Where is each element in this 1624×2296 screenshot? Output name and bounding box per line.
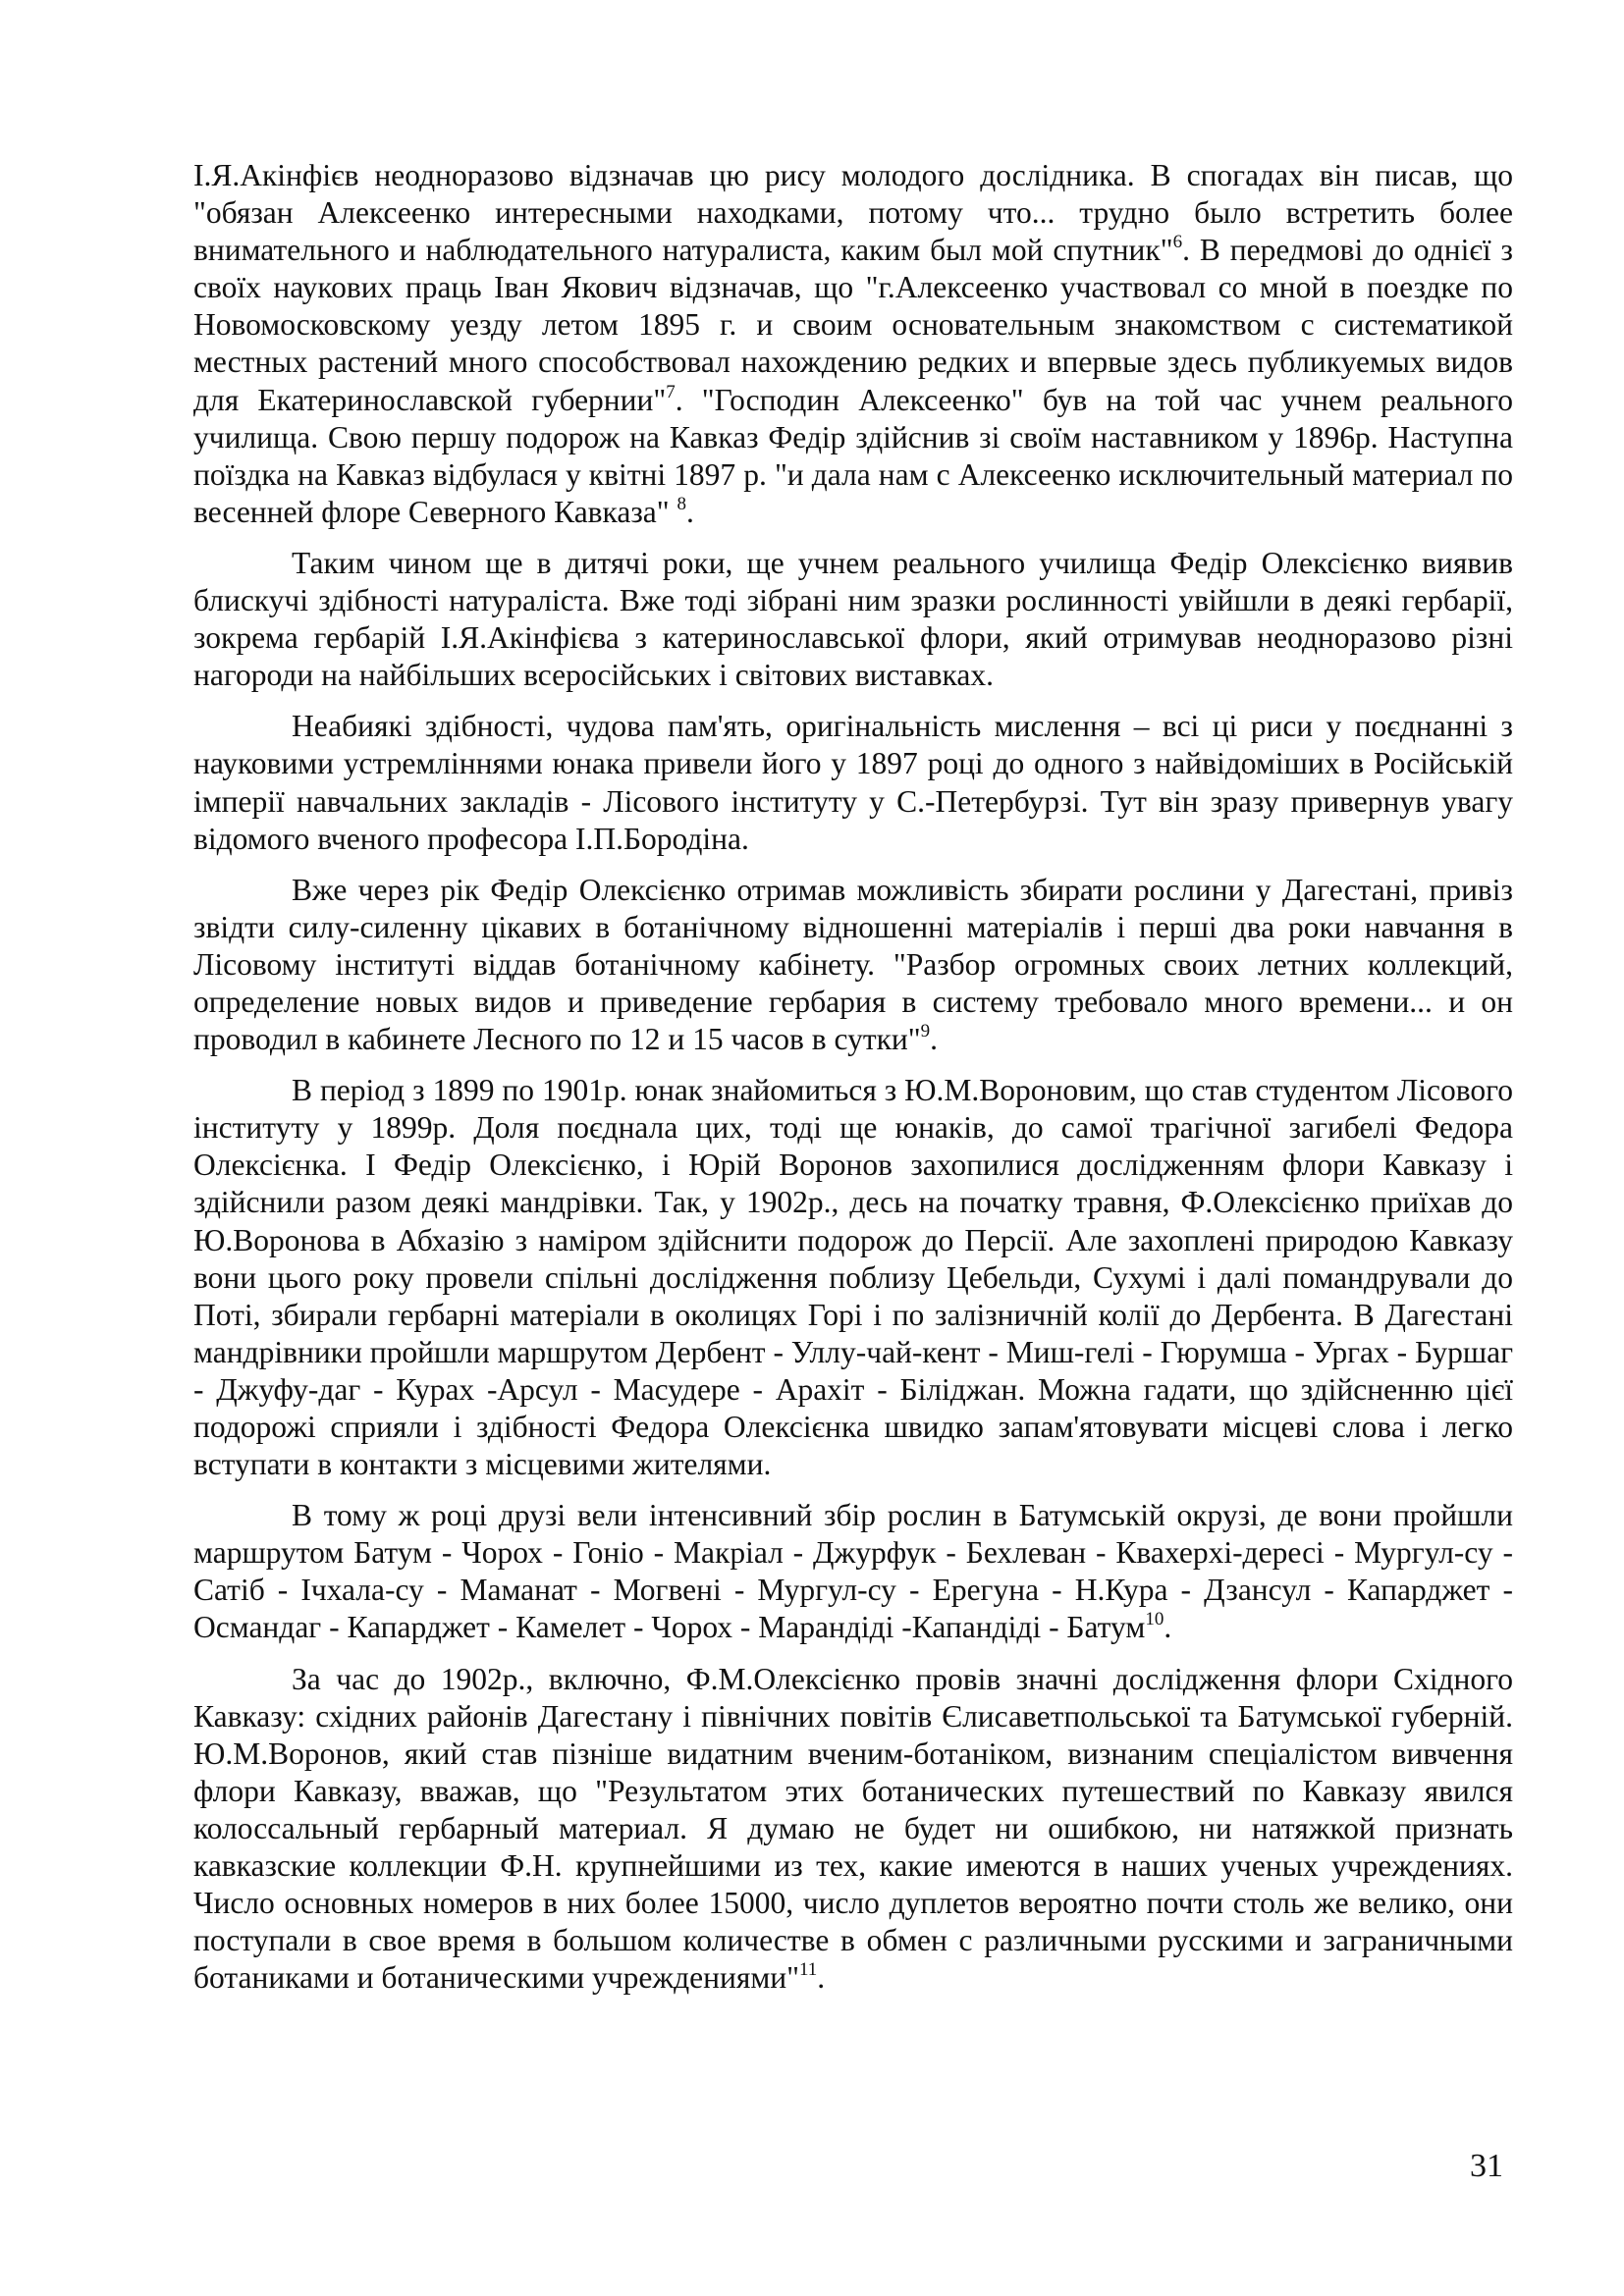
- footnote-ref-10: 10: [1145, 1609, 1164, 1630]
- paragraph-2: [193, 545, 1513, 694]
- paragraph-text: .: [686, 494, 694, 529]
- page-body: [193, 157, 1513, 2010]
- paragraph-text: В період з 1899 по 1901р. юнак знайомиться з Ю.М.Вороновим, що став студентом Лісового інституту у 1899р. Доля поєднала цих, тоді ще юнаків, до самої трагічної загибелі Федора Олексієнка. І Федір Олексієнко, і Юрій Воронов захопилися дослідженням флори Кавказу і здійснили разом деякі мандрівки. Так, у 1902р., десь на початку травня, Ф.Олексієнко приїхав до Ю.Воронова в Абхазію з наміром здійснити подорож до Персії. Але захоплені природою Кавказу вони цього року провели спільні дослідження поблизу Цебельди, Сухумі і далі помандрували до Поті, збирали гербарні матеріали в околицях Горі і по залізничній колії до Дербента. В Дагестані мандрівники пройшли маршрутом Дербент - Уллу-чай-кент - Миш-гелі - Гюрумша - Ургах - Буршаг - Джуфу-даг - Курах -Арсул - Масудере - Арахіт - Біліджан. Можна гадати, що здійсненню цієї подорожі сприяли і здібності Федора Олексієнка швидко запам'ятовувати місцеві слова і легко вступати в контакти з місцевими жителями.: [193, 1073, 1513, 1482]
- paragraph-6: [193, 1497, 1513, 1646]
- footnote-ref-11: 11: [799, 1959, 818, 1981]
- paragraph-text: . В передмові до однієї з своїх наукових праць Іван Якович відзначав, що "г.Алексеенко участвовал со мной в поездке по Новомосковскому уезду летом 1895 г. и своим основательным знакомством с систематикой местных растений много способствовал нахождению редких и впервые здесь публикуемых видов для Екатеринославской губернии": [193, 233, 1513, 417]
- paragraph-4: [193, 872, 1513, 1058]
- paragraph-3: [193, 708, 1513, 857]
- paragraph-text: Неабиякі здібності, чудова пам'ять, оригінальність мислення – всі ці риси у поєднанні з науковими устремліннями юнака привели його у 1897 році до одного з найвідоміших в Російській імперії навчальних закладів - Лісового інституту у С.-Петербурзі. Тут він зразу привернув увагу відомого вченого професора І.П.Бородіна.: [193, 709, 1513, 856]
- paragraph-text: Таким чином ще в дитячі роки, ще учнем реального училища Федір Олексієнко виявив блискучі здібності натураліста. Вже тоді зібрані ним зразки рослинності увійшли в деякі гербарії, зокрема гербарій І.Я.Акінфієва з катеринославської флори, який отримував неодноразово різні нагороди на найбільших всеросійських і світових виставках.: [193, 545, 1513, 693]
- paragraph-1: [193, 157, 1513, 531]
- page-number: 31: [1470, 2148, 1503, 2184]
- footnote-ref-6: 6: [1172, 232, 1183, 253]
- paragraph-7: [193, 1661, 1513, 1998]
- footnote-ref-9: 9: [920, 1021, 931, 1042]
- paragraph-text: В тому ж році друзі вели інтенсивний збір рослин в Батумській окрузі, де вони пройшли маршрутом Батум - Чорох - Гоніо - Макріал - Джурфук - Бехлеван - Квахерхі-дересі - Мургул-су - Сатіб - Ічхала-су - Маманат - Могвені - Мургул-су - Ерегуна - Н.Кура - Дзансул - Капарджет - Османдаг - Капарджет - Камелет - Чорох - Марандіді -Капандіді - Батум: [193, 1498, 1513, 1645]
- paragraph-text: . "Господин Алексеенко" був на той час учнем реального училища. Свою першу подорож на Кавказ Федір здійснив зі своїм наставником у 1896р. Наступна поїздка на Кавказ відбулася у квітні 1897 р. "и дала нам с Алексеенко исключительный материал по весенней флоре Северного Кавказа": [193, 382, 1513, 529]
- footnote-ref-7: 7: [666, 381, 676, 402]
- paragraph-text: .: [930, 1022, 938, 1057]
- paragraph-5: [193, 1072, 1513, 1483]
- paragraph-text: За час до 1902р., включно, Ф.М.Олексієнко провів значні дослідження флори Східного Кавказу: східних районів Дагестану і північних повітів Єлисаветпольської та Батумської губерній. Ю.М.Воронов, який став пізніше видатним вченим-ботаніком, визнаним спеціалістом вивчення флори Кавказу, вважав, що "Результатом этих ботанических путешествий по Кавказу явился колоссальный гербарный материал. Я думаю не будет ни ошибкою, ни натяжкой признать кавказские коллекции Ф.Н. крупнейшими из тех, какие имеются в наших ученых учреждениях. Число основных номеров в них более 15000, число дуплетов вероятно почти столь же велико, они поступали в свое время в большом количестве в обмен с различными русскими и заграничными ботаниками и ботаническими учреждениями": [193, 1661, 1513, 1996]
- paragraph-text: .: [1164, 1610, 1172, 1645]
- footnote-ref-8: 8: [677, 493, 687, 514]
- paragraph-text: .: [817, 1960, 826, 1996]
- paragraph-text: Вже через рік Федір Олексієнко отримав можливість збирати рослини у Дагестані, привіз звідти силу-силенну цікавих в ботанічному відношенні матеріалів і перші два роки навчання в Лісовому інституті віддав ботанічному кабінету. "Разбор огромных своих летних коллекций, определение новых видов и приведение гербария в систему требовало много времени... и он проводил в кабинете Лесного по 12 и 15 часов в сутки": [193, 872, 1513, 1057]
- paragraph-text: І.Я.Акінфієв неодноразово відзначав цю рису молодого дослідника. В спогадах він писав, що "обязан Алексеенко интересными находками, потому что... трудно было встретить более внимательного и наблюдательного натуралиста, каким был мой спутник": [193, 158, 1513, 268]
